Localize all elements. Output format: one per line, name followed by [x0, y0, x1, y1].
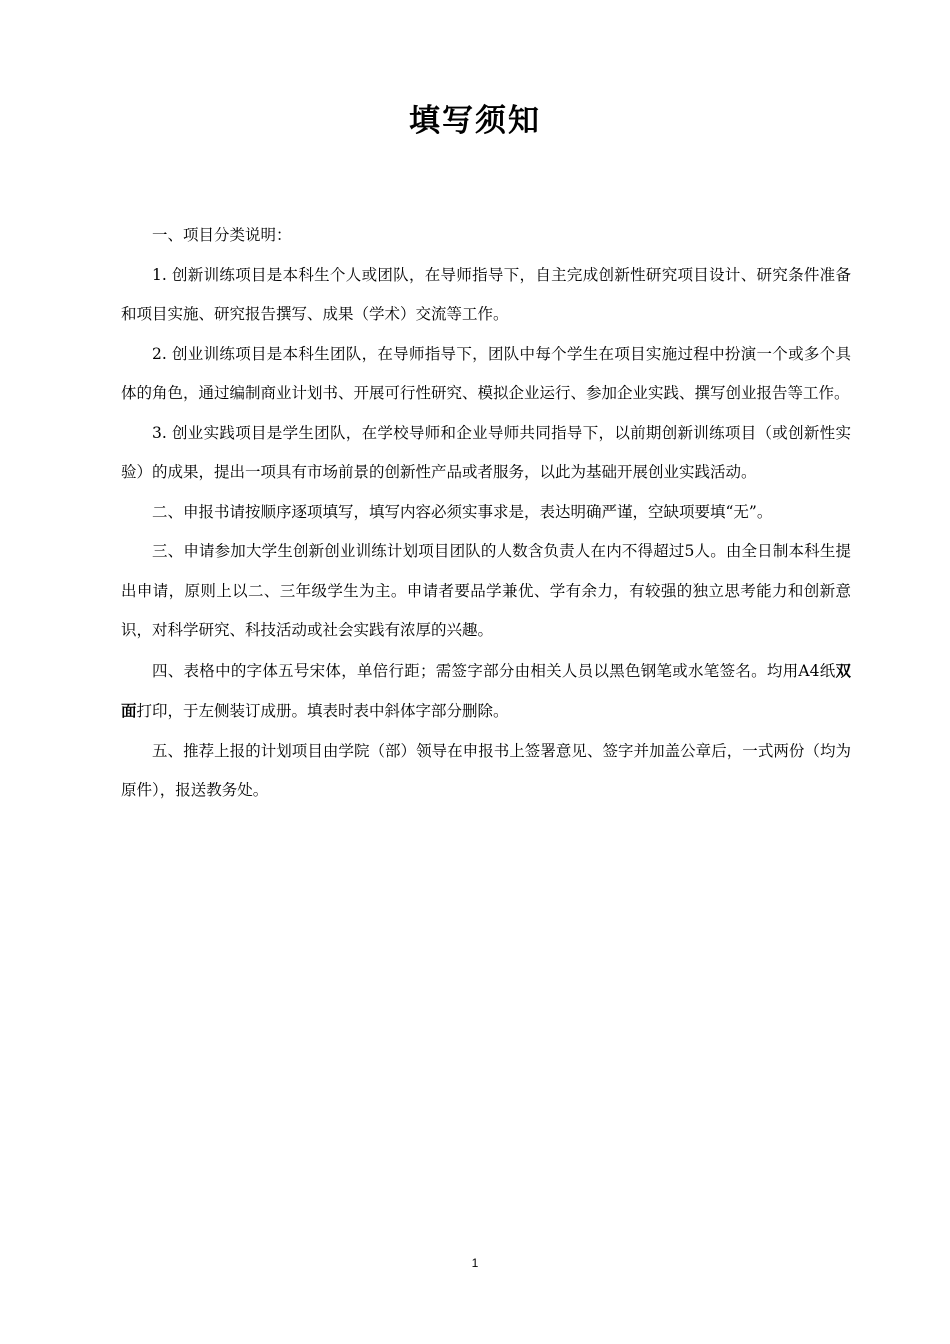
format-text-after: 打印，于左侧装订成册。填表时表中斜体字部分删除。 — [136, 702, 509, 720]
section-project-categories: 一、项目分类说明： — [152, 226, 292, 244]
page-number: 1 — [471, 1256, 479, 1270]
section-format-requirements — [121, 651, 851, 732]
item-entrepreneurship-practice: 3. 创业实践项目是学生团队，在学校导师和企业导师共同指导下，以前期创新训练项目（或创新性实验）的成果，提出一项具有市场前景的创新性产品或者服务，以此为基础开展创业实践活动。 — [121, 423, 851, 481]
item-entrepreneurship-training: 2. 创业训练项目是本科生团队，在导师指导下，团队中每个学生在项目实施过程中扮演一个或多个具体的角色，通过编制商业计划书、开展可行性研究、模拟企业运行、参加企业实践、撰写创业报告等工作。 — [121, 344, 851, 402]
item-innovation-training: 1. 创新训练项目是本科生个人或团队，在导师指导下，自主完成创新性研究项目设计、研究条件准备和项目实施、研究报告撰写、成果（学术）交流等工作。 — [121, 265, 851, 323]
format-emphasis: 双面 — [121, 660, 851, 720]
notice-body — [121, 216, 851, 811]
section-team-requirements: 三、申请参加大学生创新创业训练计划项目团队的人数含负责人在内不得超过5人。由全日制本科生提出申请，原则上以二、三年级学生为主。申请者要品学兼优、学有余力，有较强的独立思考能力和创新意识，对科学研究、科技活动或社会实践有浓厚的兴趣。 — [121, 542, 851, 639]
page-title: 填写须知 — [409, 103, 541, 139]
section-filling-order: 二、申报书请按顺序逐项填写，填写内容必须实事求是，表达明确严谨，空缺项要填“无”。 — [152, 502, 773, 521]
format-text-before: 四、表格中的字体五号宋体，单倍行距；需签字部分由相关人员以黑色钢笔或水笔签名。均用A4纸 — [152, 661, 836, 680]
section-submission: 五、推荐上报的计划项目由学院（部）领导在申报书上签署意见、签字并加盖公章后，一式两份（均为原件），报送教务处。 — [121, 741, 851, 799]
